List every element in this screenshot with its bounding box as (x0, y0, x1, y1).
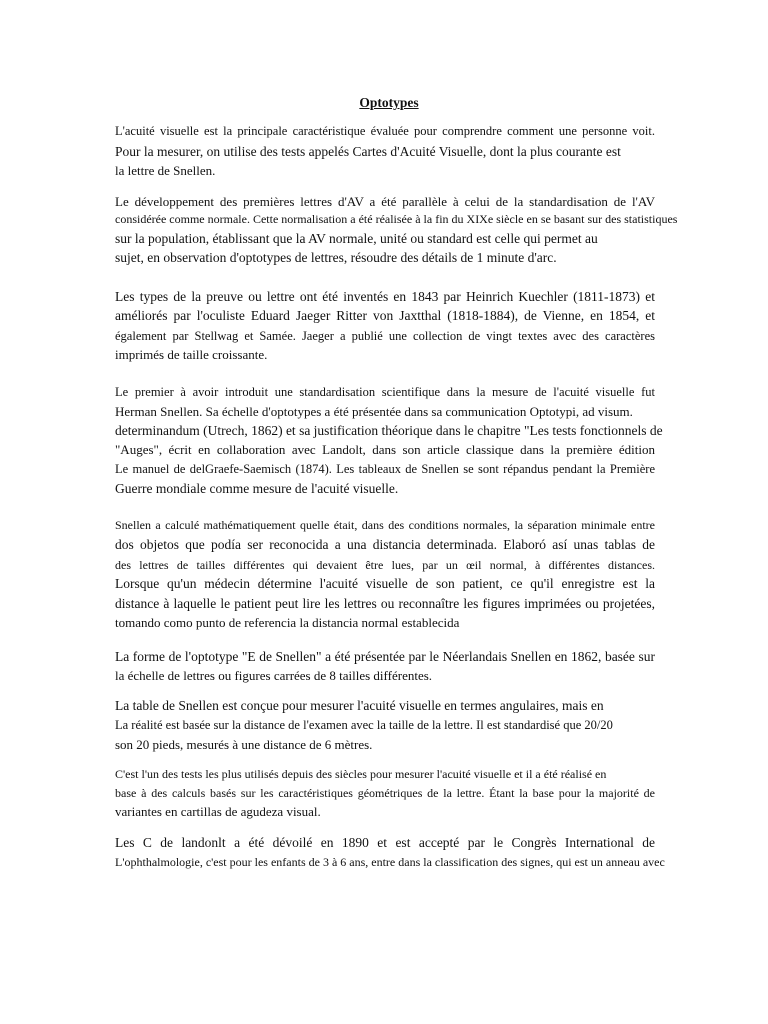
text-line: Le premier à avoir introduit une standardisation scientifique dans la mesure de l'acuité visuelle fut (115, 385, 655, 399)
text-line: Le développement des premières lettres d'AV a été parallèle à celui de la standardisation de l'AV (115, 194, 655, 209)
text-line: considérée comme normale. Cette normalisation a été réalisée à la fin du XIXe siècle en se basant sur des statistiques (115, 212, 678, 226)
text-line: distance à laquelle le patient peut lire les lettres ou reconnaître les figures imprimées ou projetées, (115, 596, 655, 611)
text-line: la lettre de Snellen. (115, 163, 216, 178)
text-line: La forme de l'optotype "E de Snellen" a été présentée par le Néerlandais Snellen en 1862, basée sur (115, 649, 655, 664)
text-line: dos objetos que podía ser reconocida a una distancia determinada. Elaboró así unas tablas de (115, 537, 655, 552)
text-line: determinandum (Utrech, 1862) et sa justification théorique dans le chapitre "Les tests fonctionnels de (115, 423, 663, 438)
text-line: base à des calculs basés sur les caractéristiques géométriques de la lettre. Étant la base pour la majorité de (115, 786, 655, 800)
page-title: Optotypes (359, 95, 419, 110)
text-line: C'est l'un des tests les plus utilisés depuis des siècles pour mesurer l'acuité visuelle et il a été réalisé en (115, 767, 607, 781)
text-line: également par Stellwag et Samée. Jaeger a publié une collection de vingt textes avec des caractères (115, 329, 655, 343)
text-line: Pour la mesurer, on utilise des tests appelés Cartes d'Acuité Visuelle, dont la plus courante est (115, 144, 621, 159)
text-line: tomando como punto de referencia la distancia normal establecida (115, 615, 460, 630)
text-line: Les types de la preuve ou lettre ont été inventés en 1843 par Heinrich Kuechler (1811-1873) et (115, 289, 655, 304)
text-line: améliorés par l'oculiste Eduard Jaeger Ritter von Jaxtthal (1818-1884), de Vienne, en 1854, et (115, 308, 655, 323)
text-line: L'ophthalmologie, c'est pour les enfants de 3 à 6 ans, entre dans la classification des signes, qui est un anneau avec (115, 855, 665, 869)
text-line: "Auges", écrit en collaboration avec Landolt, dans son article classique dans la première édition (115, 442, 655, 457)
text-line: L'acuité visuelle est la principale caractéristique évaluée pour comprendre comment une personne voit. (115, 124, 655, 138)
text-line: des lettres de tailles différentes qui devaient être lues, par un œil normal, à différentes distances. (115, 558, 655, 572)
text-line: sujet, en observation d'optotypes de lettres, résoudre des détails de 1 minute d'arc. (115, 250, 557, 265)
text-line: La réalité est basée sur la distance de l'examen avec la taille de la lettre. Il est standardisé que 20/20 (115, 718, 613, 732)
text-line: La table de Snellen est conçue pour mesurer l'acuité visuelle en termes angulaires, mais en (115, 698, 604, 713)
text-line: Snellen a calculé mathématiquement quelle était, dans des conditions normales, la séparation minimale entre (115, 518, 655, 532)
text-line: Lorsque qu'un médecin détermine l'acuité visuelle de son patient, ce qu'il enregistre est la (115, 576, 655, 591)
text-line: sur la population, établissant que la AV normale, unité ou standard est celle qui permet au (115, 231, 598, 246)
text-line: imprimés de taille croissante. (115, 347, 268, 362)
text-line: Les C de landonlt a été dévoilé en 1890 et est accepté par le Congrès International de (115, 835, 655, 850)
text-line: Le manuel de delGraefe-Saemisch (1874). Les tableaux de Snellen se sont répandus pendant la Première (115, 462, 655, 476)
text-line: Guerre mondiale comme mesure de l'acuité visuelle. (115, 481, 399, 496)
text-line: variantes en cartillas de agudeza visual. (115, 804, 321, 819)
text-line: Herman Snellen. Sa échelle d'optotypes a été présentée dans sa communication Optotypi, ad visum. (115, 404, 633, 419)
text-line: son 20 pieds, mesurés à une distance de 6 mètres. (115, 737, 373, 752)
text-line: la échelle de lettres ou figures carrées de 8 tailles différentes. (115, 668, 433, 683)
